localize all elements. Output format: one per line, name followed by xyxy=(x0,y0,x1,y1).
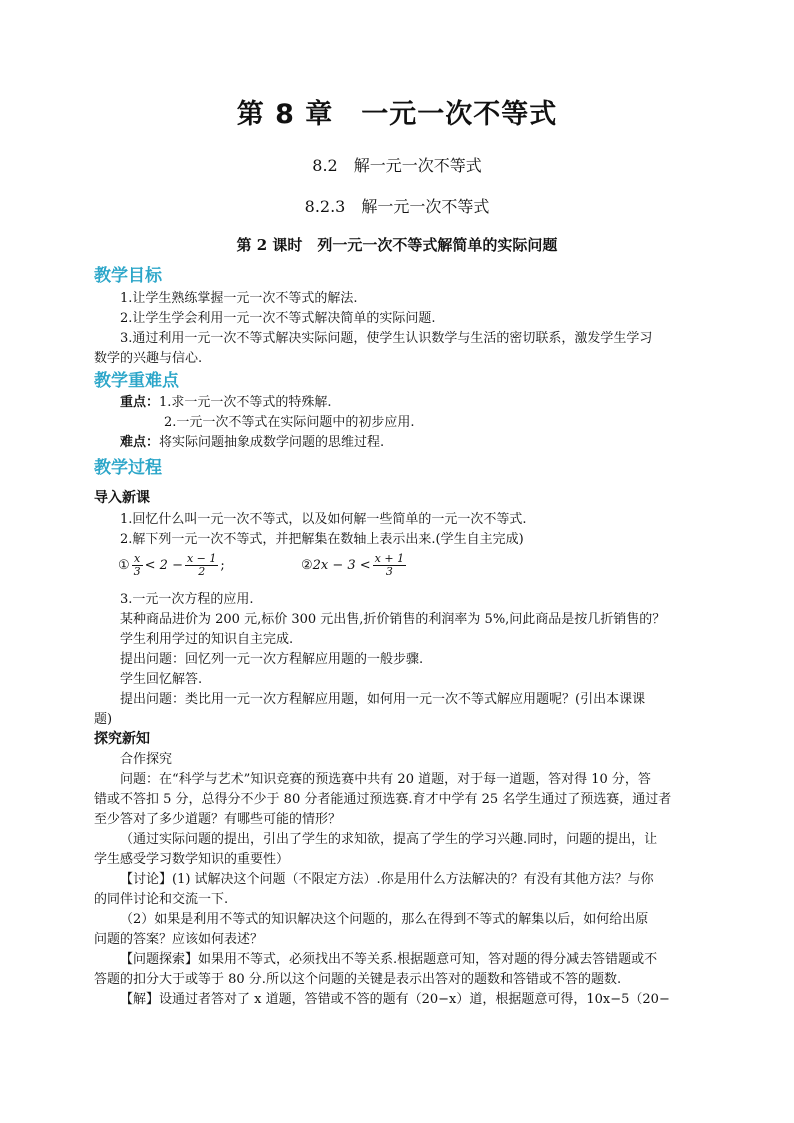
explore-line: 的同伴讨论和交流一下. xyxy=(94,892,229,907)
intro-line: 2.解下列一元一次不等式，并把解集在数轴上表示出来.(学生自主完成) xyxy=(120,532,524,547)
explore-line: 合作探究 xyxy=(120,752,173,767)
objective-item: 1.让学生熟练掌握一元一次不等式的解法. xyxy=(120,291,358,306)
objectives-heading: 教学目标 xyxy=(94,266,162,286)
explore-block xyxy=(94,750,700,1010)
explore-line: 【解】设通过者答对了 x 道题，答错或不答的题有（20−x）道，根据题意可得，10x−5（20− xyxy=(120,992,670,1007)
explore-line: 学生感受学习数学知识的重要性） xyxy=(94,852,290,867)
difficulty-label: 难点： xyxy=(120,435,160,450)
key-point-1: 1.求一元一次不等式的特殊解. xyxy=(159,395,332,410)
section-title: 8.2 解一元一次不等式 xyxy=(312,156,482,175)
equation-row xyxy=(94,552,700,580)
lesson-title: 第 2 课时 列一元一次不等式解简单的实际问题 xyxy=(236,236,558,254)
explore-line: （2）如果是利用不等式的知识解决这个问题的，那么在得到不等式的解集以后，如何给出原 xyxy=(120,912,649,927)
explore-line: 【问题探索】如果用不等式，必须找出不等关系.根据题意可知，答对题的得分减去答错题或不 xyxy=(120,952,658,967)
explore-heading: 探究新知 xyxy=(94,731,150,747)
explore-line: 错或不答扣 5 分，总得分不少于 80 分者能通过预选赛.育才中学有 25 名学生通过了预选赛，通过者 xyxy=(94,792,672,807)
intro-line: 提出问题：类比用一元一次方程解应用题，如何用一元一次不等式解应用题呢？(引出本课课 xyxy=(120,692,646,707)
keypoints-list xyxy=(94,393,700,453)
fraction-x-plus-1-over-3: $\frac{x + 1}{3}$ xyxy=(374,552,405,578)
explore-line: 至少答对了多少道题？有哪些可能的情形？ xyxy=(94,812,342,827)
intro-line: 提出问题：回忆列一元一次方程解应用题的一般步骤. xyxy=(120,652,424,667)
explore-line: （通过实际问题的提出，引出了学生的求知欲，提高了学生的学习兴趣.同时，问题的提出，让 xyxy=(120,832,658,847)
objective-item: 数学的兴趣与信心. xyxy=(94,351,203,366)
key-point-2: 2.一元一次不等式在实际问题中的初步应用. xyxy=(164,415,415,430)
equation-1: ① $\frac{x}{3}$ < 2 − $\frac{x - 1}{2}$ ; xyxy=(118,552,225,578)
explore-line: 问题：在“科学与艺术”知识竞赛的预选赛中共有 20 道题，对于每一道题，答对得 10 分，答 xyxy=(120,772,651,787)
key-label: 重点： xyxy=(120,395,160,410)
intro-line: 3.一元一次方程的应用. xyxy=(120,592,254,607)
intro-line: 学生利用学过的知识自主完成. xyxy=(120,632,294,647)
intro-line: 某种商品进价为 200 元,标价 300 元出售,折价销售的利润率为 5%,问此商品是按几折销售的？ xyxy=(120,612,666,627)
difficulty-point: 将实际问题抽象成数学问题的思维过程. xyxy=(159,435,385,450)
intro-line: 学生回忆解答. xyxy=(120,672,203,687)
chapter-title: 第 8 章 一元一次不等式 xyxy=(236,99,558,130)
process-heading: 教学过程 xyxy=(94,458,162,478)
intro-heading: 导入新课 xyxy=(94,490,150,506)
explore-line: 问题的答案？应该如何表述？ xyxy=(94,932,264,947)
fraction-x-over-3: $\frac{x}{3}$ xyxy=(133,552,141,578)
intro-line: 1.回忆什么叫一元一次不等式，以及如何解一些简单的一元一次不等式. xyxy=(120,512,527,527)
intro-block xyxy=(94,510,700,550)
explore-line: 答题的扣分大于或等于 80 分.所以这个问题的关键是表示出答对的题数和答错或不答的题数. xyxy=(94,972,622,987)
fraction-x-minus-1-over-2: $\frac{x - 1}{2}$ xyxy=(186,552,217,578)
objective-item: 2.让学生学会利用一元一次不等式解决简单的实际问题. xyxy=(120,311,436,326)
subsection-title: 8.2.3 解一元一次不等式 xyxy=(304,197,490,216)
objective-item: 3.通过利用一元一次不等式解决实际问题，使学生认识数学与生活的密切联系，激发学生学习 xyxy=(120,331,653,346)
intro-line: 题) xyxy=(94,712,113,727)
objectives-list xyxy=(94,289,700,369)
keypoints-heading: 教学重难点 xyxy=(94,371,179,391)
explore-line: 【讨论】(1) 试解决这个问题（不限定方法）.你是用什么方法解决的？有没有其他方法？与你 xyxy=(120,872,654,887)
intro-more-block xyxy=(94,590,700,730)
equation-2: ②2x − 3 < $\frac{x + 1}{3}$ xyxy=(300,552,405,578)
